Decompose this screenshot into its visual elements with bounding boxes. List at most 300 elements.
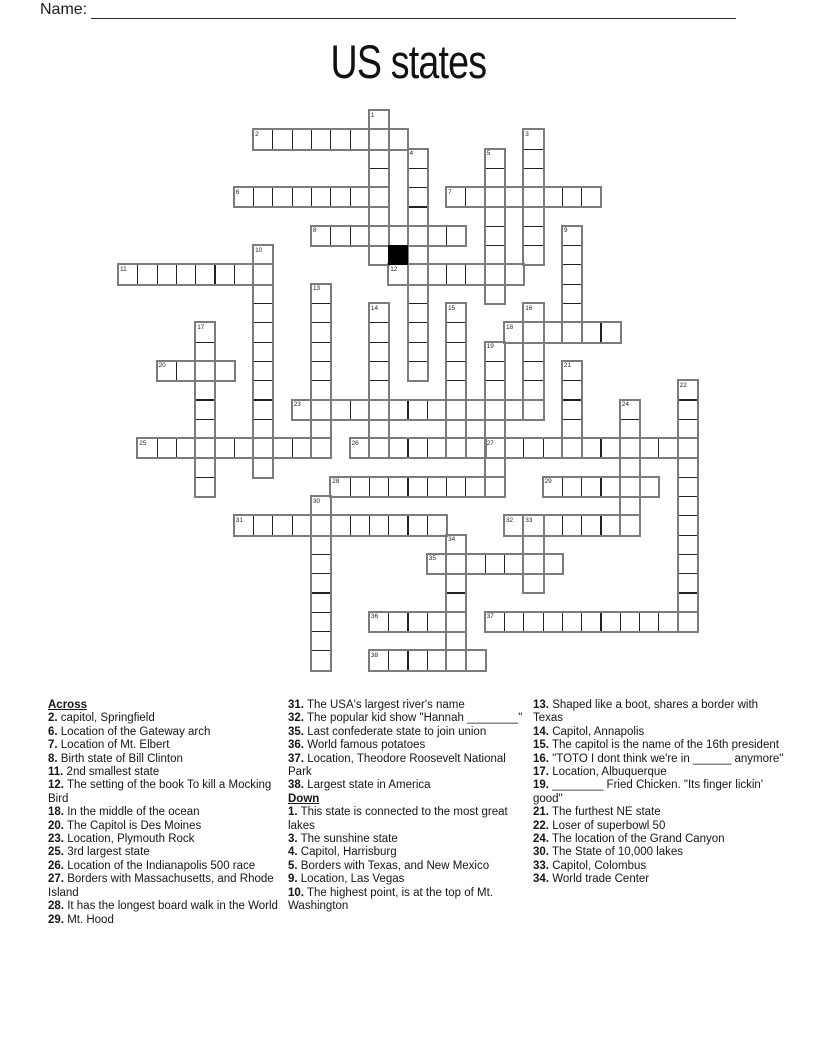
grid-cell[interactable] [195,361,215,381]
grid-cell[interactable] [446,400,466,420]
grid-cell[interactable] [195,457,215,477]
grid-cell[interactable] [234,264,254,284]
grid-cell[interactable] [311,631,331,651]
grid-cell[interactable] [408,168,428,188]
grid-cell[interactable] [311,400,331,420]
grid-cell[interactable] [311,573,331,593]
grid-cell[interactable] [350,226,370,246]
grid-cell[interactable] [427,438,447,458]
grid-cell[interactable] [311,612,331,632]
cell-number-13: 13 [313,285,321,293]
grid-cell[interactable] [388,226,408,246]
grid-cell[interactable] [311,226,331,246]
grid-cell[interactable] [195,342,215,362]
grid-cell[interactable] [485,400,505,420]
grid-cell[interactable] [427,515,447,535]
clue-number: 22. [533,819,549,832]
grid-cell[interactable] [350,477,370,497]
clue-number: 1. [288,806,298,819]
grid-cell[interactable] [369,245,389,265]
grid-cell[interactable] [369,226,389,246]
grid-cell[interactable] [215,438,235,458]
grid-cell[interactable] [369,419,389,439]
grid-cell[interactable] [485,264,505,284]
grid-cell[interactable] [292,400,312,420]
grid-cell[interactable] [504,438,524,458]
grid-cell[interactable] [311,438,331,458]
grid-cell[interactable] [369,168,389,188]
grid-cell[interactable] [292,129,312,149]
grid-cell[interactable] [234,438,254,458]
grid-cell[interactable] [408,207,428,227]
grid-cell[interactable] [388,477,408,497]
clue-21: 21. The furthest NE state [533,806,661,819]
grid-cell[interactable] [562,226,582,246]
grid-cell[interactable] [408,400,428,420]
grid-cell[interactable] [215,361,235,381]
grid-cell[interactable] [311,554,331,574]
grid-cell[interactable] [408,264,428,284]
grid-cell[interactable] [408,650,428,670]
grid-cell[interactable] [523,129,543,149]
grid-cell[interactable] [253,245,273,265]
grid-cell[interactable] [137,438,157,458]
grid-cell[interactable] [543,554,563,574]
grid-cell[interactable] [408,322,428,342]
grid-cell[interactable] [658,438,678,458]
clue-number: 2. [48,712,58,725]
grid-cell[interactable] [369,477,389,497]
grid-cell[interactable] [272,438,292,458]
cell-number-29: 29 [544,478,552,486]
grid-cell[interactable] [330,187,350,207]
grid-cell[interactable] [272,187,292,207]
grid-cell[interactable] [620,400,640,420]
grid-cell[interactable] [678,554,698,574]
grid-cell[interactable] [601,477,621,497]
grid-cell[interactable] [446,361,466,381]
grid-cell[interactable] [446,438,466,458]
grid-cell[interactable] [311,129,331,149]
grid-cell[interactable] [523,573,543,593]
grid-cell[interactable] [311,650,331,670]
grid-cell[interactable] [465,477,485,497]
grid-cell[interactable] [543,477,563,497]
grid-cell[interactable] [620,496,640,516]
grid-cell[interactable] [562,303,582,323]
grid-cell[interactable] [408,438,428,458]
grid-cell[interactable] [330,515,350,535]
grid-cell[interactable] [523,187,543,207]
grid-cell[interactable] [446,226,466,246]
grid-cell[interactable] [523,361,543,381]
grid-cell[interactable] [446,264,466,284]
grid-cell[interactable] [562,477,582,497]
grid-cell[interactable] [465,438,485,458]
grid-cell[interactable] [234,515,254,535]
grid-cell[interactable] [485,245,505,265]
clue-column-2 [288,699,528,914]
clue-column-1 [48,699,286,927]
grid-cell[interactable] [446,650,466,670]
cell-number-10: 10 [255,246,263,254]
grid-cell[interactable] [678,535,698,555]
grid-cell[interactable] [195,400,215,420]
grid-cell[interactable] [388,438,408,458]
grid-cell[interactable] [311,361,331,381]
grid-cell[interactable] [620,438,640,458]
grid-cell[interactable] [427,226,447,246]
grid-cell[interactable] [523,168,543,188]
grid-cell[interactable] [523,554,543,574]
grid-cell[interactable] [427,554,447,574]
grid-cell[interactable] [562,515,582,535]
grid-cell[interactable] [485,438,505,458]
grid-cell[interactable] [485,284,505,304]
grid-cell[interactable] [369,207,389,227]
grid-cell[interactable] [485,419,505,439]
grid-cell[interactable] [523,515,543,535]
clue-29: 29. Mt. Hood [48,913,114,926]
grid-cell[interactable] [369,438,389,458]
clue-31: 31. The USA's largest river's name [288,699,465,711]
clue-number: 34. [533,873,549,886]
grid-cell[interactable] [408,149,428,169]
grid-cell[interactable] [504,187,524,207]
grid-cell[interactable] [601,515,621,535]
grid-cell[interactable] [639,612,659,632]
grid-cell[interactable] [388,264,408,284]
grid-cell[interactable] [562,400,582,420]
grid-cell[interactable] [446,535,466,555]
grid-cell[interactable] [272,129,292,149]
grid-cell[interactable] [562,245,582,265]
grid-cell[interactable] [678,400,698,420]
clue-number: 17. [533,766,549,779]
grid-cell[interactable] [427,612,447,632]
cell-number-6: 6 [235,188,240,196]
grid-cell[interactable] [253,264,273,284]
grid-cell[interactable] [253,419,273,439]
grid-cell[interactable] [272,515,292,535]
grid-cell[interactable] [176,264,196,284]
grid-cell[interactable] [408,342,428,362]
grid-cell[interactable] [311,187,331,207]
grid-cell[interactable] [369,303,389,323]
grid-cell[interactable] [253,322,273,342]
clue-22: 22. Loser of superbowl 50 [533,819,666,832]
grid-cell[interactable] [350,400,370,420]
grid-cell[interactable] [581,187,601,207]
grid-cell[interactable] [485,477,505,497]
grid-cell[interactable] [523,438,543,458]
grid-cell[interactable] [601,438,621,458]
grid-cell[interactable] [446,419,466,439]
grid-cell[interactable] [504,554,524,574]
grid-cell[interactable] [234,187,254,207]
grid-cell[interactable] [446,342,466,362]
grid-cell[interactable] [639,438,659,458]
grid-cell[interactable] [446,612,466,632]
grid-cell[interactable] [311,593,331,613]
grid-cell[interactable] [562,322,582,342]
grid-cell[interactable] [620,477,640,497]
grid-cell[interactable] [388,129,408,149]
grid-cell[interactable] [408,226,428,246]
grid-cell[interactable] [369,515,389,535]
grid-cell[interactable] [195,419,215,439]
grid-cell[interactable] [543,187,563,207]
grid-cell[interactable] [292,515,312,535]
cell-number-25: 25 [139,439,147,447]
grid-cell[interactable] [678,419,698,439]
name-label: Name: [40,1,88,18]
grid-cell[interactable] [253,457,273,477]
grid-cell[interactable] [639,477,659,497]
grid-cell[interactable] [678,477,698,497]
grid-cell[interactable] [485,457,505,477]
grid-cell[interactable] [504,400,524,420]
grid-cell[interactable] [253,400,273,420]
grid-cell[interactable] [523,245,543,265]
grid-cell[interactable] [485,207,505,227]
grid-cell[interactable] [350,129,370,149]
grid-cell[interactable] [504,612,524,632]
grid-cell[interactable] [446,187,466,207]
grid-cell[interactable] [427,400,447,420]
grid-cell[interactable] [427,650,447,670]
grid-cell[interactable] [485,149,505,169]
grid-cell[interactable] [311,303,331,323]
grid-cell[interactable] [678,515,698,535]
grid-cell[interactable] [523,149,543,169]
grid-cell[interactable] [369,149,389,169]
grid-cell[interactable] [195,264,215,284]
grid-cell[interactable] [330,477,350,497]
grid-cell[interactable] [311,419,331,439]
grid-cell[interactable] [523,380,543,400]
grid-cell[interactable] [408,477,428,497]
grid-cell[interactable] [581,322,601,342]
grid-cell[interactable] [388,612,408,632]
grid-cell[interactable] [118,264,138,284]
grid-cell[interactable] [485,361,505,381]
grid-cell[interactable] [253,303,273,323]
grid-cell[interactable] [658,612,678,632]
grid-cell[interactable] [311,284,331,304]
clue-24: 24. The location of the Grand Canyon [533,833,725,846]
grid-cell[interactable] [543,322,563,342]
grid-cell[interactable] [678,457,698,477]
grid-cell[interactable] [620,515,640,535]
grid-cell[interactable] [369,612,389,632]
grid-cell[interactable] [408,303,428,323]
grid-cell[interactable] [620,612,640,632]
grid-cell[interactable] [388,515,408,535]
grid-cell[interactable] [485,342,505,362]
grid-cell[interactable] [543,515,563,535]
grid-cell[interactable] [253,342,273,362]
grid-cell[interactable] [369,650,389,670]
grid-cell[interactable] [408,361,428,381]
grid-cell[interactable] [408,245,428,265]
grid-cell[interactable] [253,380,273,400]
grid-cell[interactable] [311,496,331,516]
grid-cell[interactable] [581,612,601,632]
grid-cell[interactable] [427,264,447,284]
grid-cell[interactable] [485,168,505,188]
grid-cell[interactable] [330,400,350,420]
grid-cell[interactable] [485,554,505,574]
grid-cell[interactable] [446,322,466,342]
grid-cell[interactable] [195,477,215,497]
grid-cell[interactable] [157,361,177,381]
grid-cell[interactable] [601,322,621,342]
grid-cell[interactable] [581,477,601,497]
grid-cell[interactable] [311,322,331,342]
grid-cell[interactable] [446,631,466,651]
grid-cell[interactable] [446,554,466,574]
grid-cell[interactable] [504,264,524,284]
cell-number-5: 5 [486,150,491,158]
grid-cell[interactable] [678,573,698,593]
grid-cell[interactable] [253,438,273,458]
clue-19: 19. ________ Fried Chicken. "Its finger lickin' good" [533,779,764,805]
grid-cell[interactable] [465,400,485,420]
grid-cell[interactable] [543,438,563,458]
grid-cell[interactable] [562,438,582,458]
grid-cell[interactable] [253,284,273,304]
grid-cell[interactable] [523,207,543,227]
grid-cell[interactable] [523,322,543,342]
grid-cell[interactable] [369,361,389,381]
grid-cell[interactable] [562,380,582,400]
clue-number: 38. [288,779,304,792]
clue-4: 4. Capitol, Harrisburg [288,846,397,859]
cell-number-12: 12 [390,265,398,273]
grid-cell[interactable] [292,187,312,207]
grid-cell[interactable] [350,438,370,458]
grid-cell[interactable] [485,226,505,246]
grid-cell[interactable] [562,284,582,304]
grid-cell[interactable] [543,612,563,632]
grid-cell[interactable] [253,129,273,149]
grid-cell[interactable] [369,187,389,207]
grid-cell[interactable] [504,515,524,535]
grid-cell[interactable] [523,342,543,362]
grid-cell[interactable] [562,187,582,207]
grid-cell[interactable] [523,535,543,555]
grid-cell[interactable] [292,438,312,458]
grid-cell[interactable] [562,612,582,632]
grid-cell[interactable] [427,477,447,497]
grid-cell[interactable] [465,650,485,670]
cell-number-27: 27 [486,439,494,447]
grid-cell[interactable] [157,264,177,284]
grid-cell[interactable] [137,264,157,284]
grid-cell[interactable] [601,612,621,632]
grid-cell[interactable] [465,264,485,284]
clue-35: 35. Last confederate state to join union [288,725,487,738]
grid-cell[interactable] [215,264,235,284]
clue-number: 31. [288,699,304,711]
grid-cell[interactable] [176,361,196,381]
grid-cell[interactable] [485,380,505,400]
grid-cell[interactable] [408,187,428,207]
grid-cell[interactable] [408,284,428,304]
grid-cell[interactable] [465,554,485,574]
grid-cell[interactable] [446,593,466,613]
grid-cell[interactable] [446,380,466,400]
grid-cell[interactable] [195,322,215,342]
grid-cell[interactable] [504,322,524,342]
grid-cell[interactable] [562,361,582,381]
grid-cell[interactable] [388,650,408,670]
grid-cell[interactable] [311,342,331,362]
grid-cell[interactable] [408,612,428,632]
grid-cell[interactable] [369,322,389,342]
grid-cell[interactable] [485,612,505,632]
grid-cell[interactable] [523,303,543,323]
clue-6: 6. Location of the Gateway arch [48,725,211,738]
grid-cell[interactable] [465,187,485,207]
grid-cell[interactable] [253,515,273,535]
grid-cell[interactable] [620,457,640,477]
grid-cell[interactable] [620,419,640,439]
clue-33: 33. Capitol, Colombus [533,859,647,872]
grid-cell[interactable] [369,110,389,130]
grid-cell[interactable] [562,264,582,284]
grid-cell[interactable] [523,226,543,246]
grid-cell[interactable] [678,496,698,516]
grid-cell[interactable] [369,342,389,362]
grid-cell[interactable] [311,515,331,535]
grid-cell[interactable] [446,477,466,497]
grid-cell[interactable] [678,438,698,458]
grid-cell[interactable] [523,612,543,632]
grid-cell[interactable] [253,361,273,381]
grid-cell[interactable] [446,303,466,323]
grid-cell[interactable] [330,226,350,246]
grid-cell[interactable] [369,380,389,400]
grid-cell[interactable] [562,419,582,439]
grid-cell[interactable] [311,380,331,400]
grid-cell[interactable] [581,515,601,535]
clue-26: 26. Location of the Indianapolis 500 race [48,859,256,872]
grid-cell[interactable] [350,187,370,207]
grid-cell[interactable] [311,535,331,555]
grid-cell[interactable] [523,400,543,420]
grid-cell[interactable] [485,187,505,207]
grid-cell[interactable] [253,187,273,207]
grid-cell[interactable] [350,515,370,535]
grid-cell[interactable] [581,438,601,458]
clue-28: 28. It has the longest board walk in the World [48,900,278,913]
grid-cell[interactable] [388,400,408,420]
grid-cell[interactable] [369,129,389,149]
grid-cell[interactable] [195,380,215,400]
grid-cell[interactable] [678,612,698,632]
grid-cell[interactable] [330,129,350,149]
grid-cell[interactable] [408,515,428,535]
grid-cell[interactable] [195,438,215,458]
grid-cell[interactable] [157,438,177,458]
grid-cell[interactable] [446,573,466,593]
grid-cell[interactable] [369,400,389,420]
grid-cell[interactable] [678,380,698,400]
grid-cell[interactable] [678,593,698,613]
grid-cell[interactable] [176,438,196,458]
